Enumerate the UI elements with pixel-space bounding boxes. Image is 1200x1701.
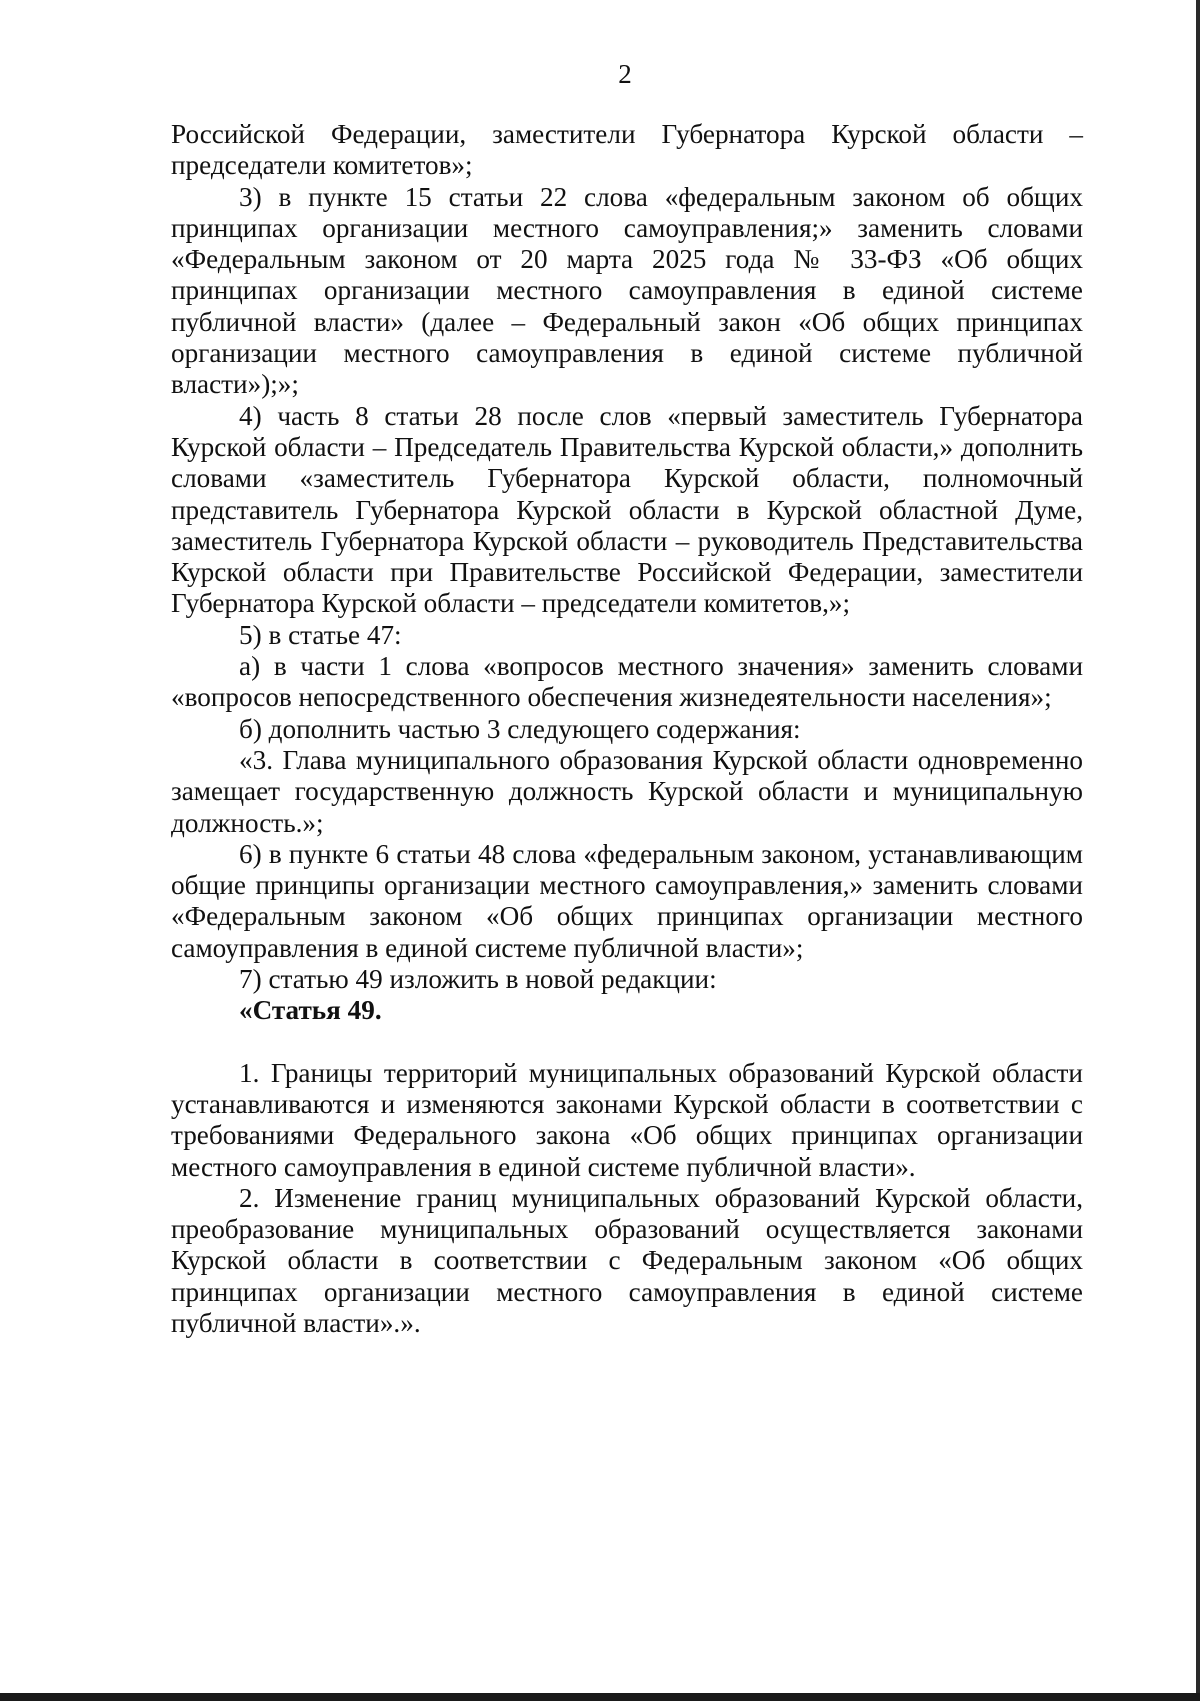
paragraph-item-4: 4) часть 8 статьи 28 после слов «первый заместитель Губернатора Курской области – Председатель Правительства Курской области,» дополнить словами «заместитель Губернатора Курской области, полномочный представитель Губернатора Курской области в Курской областной Думе, заместитель Губернатора Курской области – руководитель Представительства Курской области при Правительстве Российской Федерации, заместители Губернатора Курской области – председатели комитетов,»; xyxy=(171,400,1083,619)
paragraph-continuation: Российской Федерации, заместители Губернатора Курской области – председатели комитетов»; xyxy=(171,119,1083,181)
document-body xyxy=(171,119,1083,1339)
paragraph-item-5b: б) дополнить частью 3 следующего содержания: xyxy=(239,713,801,744)
paragraph-item-5: 5) в статье 47: xyxy=(239,619,402,650)
blank-line xyxy=(171,1027,1083,1058)
article-heading: «Статья 49. xyxy=(239,995,382,1026)
paragraph-item-3: 3) в пункте 15 статьи 22 слова «федеральным законом об общих принципах организации местного самоуправления;» заменить словами «Федеральным законом от 20 марта 2025 года № 33-ФЗ «Об общих принципах организации местного самоуправления в единой системе публичной власти» (далее – Федеральный закон «Об общих принципах организации местного самоуправления в единой системе публичной власти»);»; xyxy=(171,181,1083,400)
paragraph-item-6: 6) в пункте 6 статьи 48 слова «федеральным законом, устанавливающим общие принципы организации местного самоуправления,» заменить словами «Федеральным законом «Об общих принципах организации местного самоуправления в единой системе публичной власти»; xyxy=(171,838,1083,963)
article-part-1: 1. Границы территорий муниципальных образований Курской области устанавливаются и изменяются законами Курской области в соответствии с требованиями Федерального закона «Об общих принципах организации местного самоуправления в единой системе публичной власти». xyxy=(171,1057,1083,1182)
scan-edge-bottom xyxy=(0,1693,1200,1701)
page-number: 2 xyxy=(618,59,632,89)
paragraph-quoted-part-3: «3. Глава муниципального образования Курской области одновременно замещает государственную должность Курской области и муниципальную должность.»; xyxy=(171,744,1083,838)
paragraph-item-7: 7) статью 49 изложить в новой редакции: xyxy=(239,964,717,995)
article-part-2: 2. Изменение границ муниципальных образований Курской области, преобразование муниципальных образований осуществляется законами Курской области в соответствии с Федеральным законом «Об общих принципах организации местного самоуправления в единой системе публичной власти».». xyxy=(171,1182,1083,1338)
scan-edge-right xyxy=(1196,0,1200,1701)
paragraph-item-5a: а) в части 1 слова «вопросов местного значения» заменить словами «вопросов непосредственного обеспечения жизнедеятельности населения»; xyxy=(171,651,1083,713)
